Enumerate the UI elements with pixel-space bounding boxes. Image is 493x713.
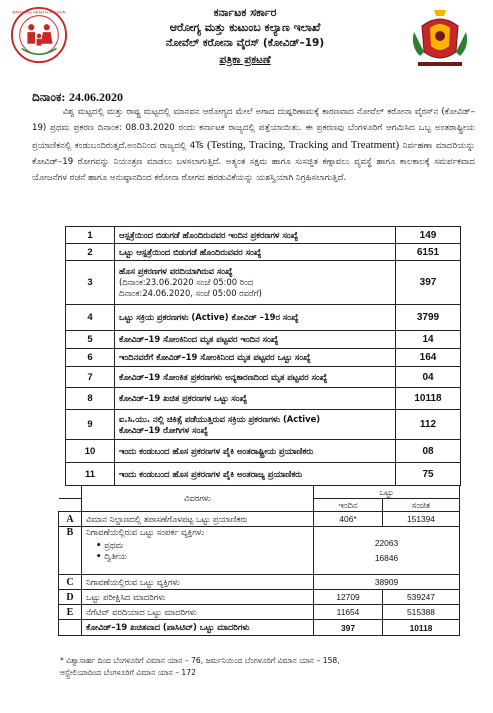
footnote [60,655,480,679]
row-number: 5 [66,331,115,349]
table-row [59,575,460,590]
footnote-line: ಆಸ್ಟ್ರೇಲಿಯಾದಿಂದ ಬೆಂಗಳೂರಿಗೆ ವಿಮಾನ ಯಾನ – 172 [60,668,196,677]
row-cumulative: 10118 [383,620,460,636]
row-number: 3 [66,261,115,305]
row-label: ಒಟ್ಟು ಆಸ್ಪತ್ರೆಯಿಂದ ಬಿಡುಗಡೆ ಹೊಂದಿರುವವರ ಸಂಖ್ಯೆ [115,244,396,261]
table-row [66,261,461,305]
bullet-secondary: • ದ್ವಿತೀಯ [96,551,309,562]
row-number: 11 [66,463,115,486]
contact-values [314,527,460,575]
row-label: ಇಂದು ಕಂಡುಬಂದ ಹೊಸ ಪ್ರಕರಣಗಳ ಪೈಕಿ ಅಂತರಾಷ್ಟ್ರೀಯ ಪ್ರಯಾಣಿಕರು [115,440,396,463]
contact-bullets [96,540,309,562]
row-key: B [59,527,82,575]
footnote-line: * ವಿಶ್ವಾಸಾರ್ಹ ದಿಂದ ಬೆಂಗಳೂರಿಗೆ ವಿಮಾನ ಯಾನ – 76, ಜರ್ಮನಿಯಿಂದ ಬೆಂಗಳೂರಿಗೆ ವಿಮಾನ ಯಾನ – 158, [60,656,340,665]
row-label: ಇಂದು ಕಂಡುಬಂದ ಹೊಸ ಪ್ರಕರಣಗಳ ಪೈಕಿ ಅಂತರಾಜ್ಯ ಪ್ರಯಾಣಿಕರು [115,463,396,486]
row-label: ಕೋವಿಡ್–19 ಸೋಂಕಿತ ಪ್ರಕರಣಗಳು ಅನ್ಯಕಾರಣದಿಂದ ಮೃತ ಪಟ್ಟವರ ಸಂಖ್ಯೆ [115,367,396,388]
row-value: 3799 [396,305,461,331]
row-label: ಹೊಸ ಪ್ರಕರಣಗಳ ವರದಿಯಾಗಿರುವ ಸಂಖ್ಯೆ [119,266,233,276]
row-number: 1 [66,227,115,244]
table-row [59,590,460,605]
row-value: 149 [396,227,461,244]
row-label-group [82,527,314,575]
row-label-group [115,261,396,305]
blank-cell [59,499,82,512]
table-row [66,410,461,440]
header-today: ಇಂದಿನ [314,499,383,512]
row-value: 397 [396,261,461,305]
header-cumulative: ಸಂಚಿತ [383,499,460,512]
row-label: ಆಸ್ಪತ್ರೆಯಿಂದ ಬಿಡುಗಡೆ ಹೊಂದಿರುವವರ ಇಂದಿನ ಪ್ರಕರಣಗಳ ಸಂಖ್ಯೆ [115,227,396,244]
header-details: ವಿವರಗಳು [82,486,314,512]
row-number: 2 [66,244,115,261]
intro-text-2: (Testing, Tracing, Tracking and Treatment) [207,138,400,151]
table-row [66,331,461,349]
national-health-mission-logo [10,6,68,64]
department-heading: ಆರೋಗ್ಯ ಮತ್ತು ಕುಟುಂಬ ಕಲ್ಯಾಣ ಇಲಾಖೆ [169,21,321,34]
table-header-row [59,486,460,499]
secondary-value: 16846 [374,552,399,563]
table-row [66,440,461,463]
row-cumulative: 539247 [383,590,460,605]
row-today: 11654 [314,605,383,620]
row-value: 6151 [396,244,461,261]
row-label: ವಿಮಾನ ನಿಲ್ದಾಣದಲ್ಲಿ ತಪಾಸಣೆಗೊಳಪಟ್ಟ ಒಟ್ಟು ಪ್ರಯಾಣಿಕರು [82,512,314,527]
row-value: 04 [396,367,461,388]
row-cumulative: 151394 [383,512,460,527]
subject-heading: ನೋವೆಲ್ ಕರೋನಾ ವೈರಸ್ (ಕೋವಿಡ್–19) [165,37,325,49]
row-key [59,620,82,636]
row-number: 4 [66,305,115,331]
table-row [59,512,460,527]
row-label: ಕೋವಿಡ್–19 ಸೋಂಕಿನಿಂದ ಮೃತ ಪಟ್ಟವರ ಇಂದಿನ ಸಂಖ್ಯೆ [115,331,396,349]
blank-cell [59,486,82,499]
summary-table [65,226,461,486]
row-number: 8 [66,388,115,410]
table-row [66,305,461,331]
table-row [66,388,461,410]
row-label: ಐ.ಸಿ.ಯು. ನಲ್ಲಿ ಚಿಕಿತ್ಸೆ ಪಡೆಯುತ್ತಿರುವ ಸಕ್ರಿಯ ಪ್ರಕರಣಗಳು (Active) [119,413,321,424]
table-row [66,463,461,486]
row-value: 112 [396,410,461,440]
row-today: 12709 [314,590,383,605]
row-value: 75 [396,463,461,486]
intro-text-3: ನಿರ್ವಹಣಾ ಮಾದರಿಯನ್ನು ಕೋವಿಡ್–19 ರೋಗವನ್ನು ನಿಯಂತ್ರಣ ಮಾಡಲು ಬಳಸಲಾಗುತ್ತಿದೆ. ಅತ್ಯಂತ ಸಕ್ಷಮ ಹಾಗೂ ಸುಸಜ್ಜಿತ ಕಣ್ಗಾವಲು ವ್ಯವಸ್ಥೆ ಹಾಗೂ ಕಾಲಕಾಲಕ್ಕೆ ಸಮರ್ಪಕವಾದ ಯೋಜನೆಗಳ ರಚನೆ ಹಾಗೂ ಅನುಷ್ಠಾನದಿಂದ ಕರೋನಾ ರೋಗದ ಹರಡುವಿಕೆಯನ್ನು ಯಶಸ್ವಿಯಾಗಿ ನಿಗ್ರಹಿಸಲಾಗುತ್ತಿದೆ. [32,140,475,184]
table-row [59,605,460,620]
row-today: 406* [314,512,383,527]
bullet-primary: • ಪ್ರಥಮ [96,540,309,551]
intro-text-1: ವಿಶ್ವ ಮಟ್ಟದಲ್ಲಿ ಮತ್ತು ರಾಷ್ಟ್ರ ಮಟ್ಟದಲ್ಲಿ ಮಾನವನ ಆರೋಗ್ಯದ ಮೇಲೆ ಅಗಾದ ದುಷ್ಪರಿಣಾಮಕ್ಕೆ ಕಾರಣವಾದ ನೋವೆಲ್ ಕರೋನಾ ವೈರಸ್‌ನ (ಕೋವಿಡ್–19) ಪ್ರಥಮ ಪ್ರಕರಣ ದಿನಾಂಕ: 08.03.2020 ರಂದು ಕರ್ನಾಟಕ ರಾಜ್ಯದಲ್ಲಿ ಪತ್ತೆಯಾಯಿತು. ಈ ಪ್ರಕರಣವು ಬೆಂಗಳೂರಿಗೆ ಆಗಮಿಸಿದ ಒಬ್ಬ ಅಂತರಾಷ್ಟ್ರೀಯ ಪ್ರಯಾಣಿಕನಲ್ಲಿ ಕಂಡುಬಂದಿರುತ್ತದೆ.ಅಂದಿನಿಂದ ರಾಜ್ಯದಲ್ಲಿ 4Ts [32,107,475,151]
row-cumulative: 515388 [383,605,460,620]
row-label-group [115,410,396,440]
row-sublabel: (ದಿನಾಂಕ:23.06.2020 ಸಂಜೆ 05:00 ರಿಂದ [119,277,254,287]
row-label: ಒಟ್ಟು ಸಕ್ರಿಯ ಪ್ರಕರಣಗಳು (Active) ಕೋವಿಡ್ –19ರ ಸಂಖ್ಯೆ [115,305,396,331]
primary-value: 22063 [374,537,399,548]
row-sublabel: ಕೋವಿಡ್–19 ರೋಗಿಗಳ ಸಂಖ್ಯೆ [119,424,208,435]
intro-paragraph [32,104,475,186]
row-number: 9 [66,410,115,440]
karnataka-emblem [408,6,472,70]
surveillance-table [58,485,460,636]
row-key: D [59,590,82,605]
table-row [66,244,461,261]
date-value: 24.06.2020 [69,90,124,104]
row-sublabel: ದಿನಾಂಕ:24.06.2020, ಸಂಜೆ 05:00 ರವರೆಗೆ) [119,288,262,298]
row-number: 7 [66,367,115,388]
row-number: 6 [66,349,115,367]
row-label: ನಿಗಾವಣೆಯಲ್ಲಿರುವ ಒಟ್ಟು ಸಂಪರ್ಕ ವ್ಯಕ್ತಿಗಳು [86,527,205,537]
press-release-heading: ಪತ್ರಿಕಾ ಪ್ರಕಟಣೆ [219,54,271,66]
row-label: ಕೋವಿಡ್–19 ಖಚಿತವಾದ (ಪಾಸಿಟಿವ್) ಒಟ್ಟು ಮಾದರಿಗಳು [82,620,314,636]
row-value: 38909 [314,575,460,590]
table-row [59,620,460,636]
row-key: C [59,575,82,590]
row-label: ಒಟ್ಟು ಪರೀಕ್ಷಿಸಿದ ಮಾದರಿಗಳು [82,590,314,605]
table-row [66,227,461,244]
logo-text: NATIONAL HEALTH MISSION [12,9,66,15]
row-value: 14 [396,331,461,349]
row-today: 397 [314,620,383,636]
row-key: E [59,605,82,620]
row-label: ಕೋವಿಡ್–19 ಖಚಿತ ಪ್ರಕರಣಗಳ ಒಟ್ಟು ಸಂಖ್ಯೆ [115,388,396,410]
table-row [66,367,461,388]
row-label: ಇಂದಿನವರೆಗೆ ಕೋವಿಡ್–19 ಸೋಂಕಿನಿಂದ ಮೃತ ಪಟ್ಟವರ ಒಟ್ಟು ಸಂಖ್ಯೆ [115,349,396,367]
row-label: ನಿಗಾವಣೆಯಲ್ಲಿರುವ ಒಟ್ಟು ವ್ಯಕ್ತಿಗಳು [82,575,314,590]
government-heading: ಕರ್ನಾಟಕ ಸರ್ಕಾರ [213,6,277,19]
header-total: ಒಟ್ಟು [314,486,460,499]
row-value: 164 [396,349,461,367]
row-value: 10118 [396,388,461,410]
date-line [32,90,123,105]
row-value: 08 [396,440,461,463]
date-label: ದಿನಾಂಕ: [32,90,66,104]
row-key: A [59,512,82,527]
table-row [66,349,461,367]
row-number: 10 [66,440,115,463]
row-label: ನೆಗೆಟಿವ್ ವರದಿಯಾದ ಒಟ್ಟು ಮಾದರಿಗಳು [82,605,314,620]
table-row [59,527,460,575]
